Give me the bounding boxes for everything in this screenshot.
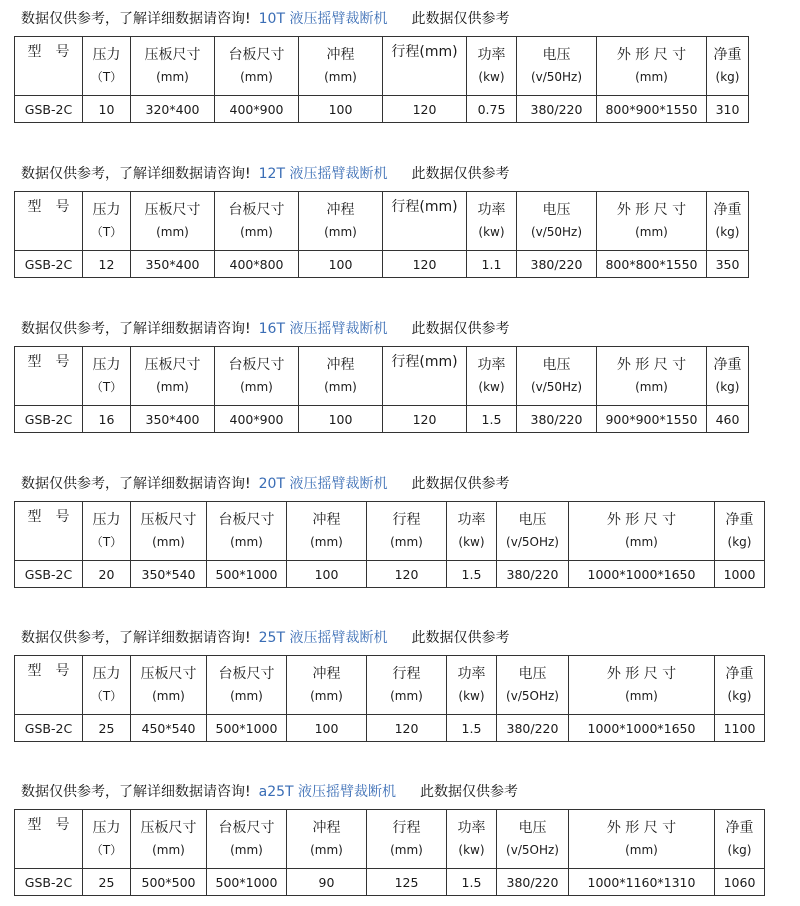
table-cell: 380/220: [517, 251, 597, 278]
table-cell: 380/220: [517, 406, 597, 433]
table-cell: 400*900: [215, 406, 299, 433]
header-unit: (kw): [458, 689, 485, 703]
caption-model: 12T 液压摇臂裁断机: [258, 166, 388, 182]
header-label: 行程: [392, 666, 421, 682]
header-cell: [131, 810, 207, 869]
header-cell: [215, 37, 299, 96]
spec-table: [14, 809, 765, 896]
header-unit: (mm): [152, 535, 185, 549]
header-label: 台板尺寸: [218, 666, 275, 682]
table-cell: 120: [367, 715, 447, 742]
table-cell: 16: [83, 406, 131, 433]
caption-model: 25T 液压摇臂裁断机: [258, 630, 388, 646]
table-cell: 350*540: [131, 561, 207, 588]
header-label: 功率: [477, 202, 506, 218]
header-label: 冲程: [312, 666, 341, 682]
header-label: 电压: [518, 512, 547, 528]
header-label: 行程(mm): [391, 44, 458, 60]
header-label: 净重: [725, 666, 754, 682]
header-label: 净重: [713, 202, 742, 218]
header-unit: (mm): [156, 225, 189, 239]
header-label: 冲程: [326, 202, 355, 218]
header-unit: (mm): [390, 843, 423, 857]
header-unit: (mm): [390, 689, 423, 703]
table-cell: 100: [299, 406, 383, 433]
header-label: 冲程: [326, 357, 355, 373]
header-cell: [597, 347, 707, 406]
header-label: 压力: [92, 47, 121, 63]
header-unit: (v/5OHz): [506, 843, 559, 857]
header-label: 净重: [713, 357, 742, 373]
table-header-row: [15, 37, 749, 96]
header-cell: [15, 502, 83, 561]
header-unit: (mm): [635, 225, 668, 239]
header-cell: [707, 192, 749, 251]
header-cell: [299, 347, 383, 406]
table-cell: 20: [83, 561, 131, 588]
header-label: 压板尺寸: [140, 666, 197, 682]
table-cell: 100: [299, 251, 383, 278]
section-caption: [21, 318, 509, 340]
table-cell: 1.1: [467, 251, 517, 278]
header-cell: [131, 347, 215, 406]
header-unit: (kw): [478, 70, 505, 84]
header-label: 电压: [518, 820, 547, 836]
table-cell: 120: [383, 96, 467, 123]
header-unit: (mm): [240, 225, 273, 239]
header-label: 压板尺寸: [140, 512, 197, 528]
table-cell: 500*1000: [207, 561, 287, 588]
table-cell: 12: [83, 251, 131, 278]
header-cell: [207, 502, 287, 561]
table-cell: 1.5: [447, 715, 497, 742]
header-cell: [207, 656, 287, 715]
header-unit: (kg): [727, 535, 752, 549]
table-cell: 380/220: [517, 96, 597, 123]
table-header-row: [15, 502, 765, 561]
header-cell: [15, 656, 83, 715]
header-unit: (mm): [230, 689, 263, 703]
header-cell: [597, 192, 707, 251]
header-label: 压力: [92, 357, 121, 373]
header-label: 压板尺寸: [140, 820, 197, 836]
table-cell: 1.5: [467, 406, 517, 433]
header-label: 行程: [392, 512, 421, 528]
table-cell: GSB-2C: [15, 96, 83, 123]
header-unit: (kg): [715, 225, 740, 239]
header-cell: [569, 502, 715, 561]
caption-suffix: 此数据仅供参考: [411, 476, 510, 492]
header-cell: [707, 347, 749, 406]
header-cell: [131, 37, 215, 96]
header-cell: [497, 810, 569, 869]
header-cell: [383, 37, 467, 96]
table-cell: 500*500: [131, 869, 207, 896]
caption-model: a25T 液压摇臂裁断机: [258, 784, 397, 800]
header-unit: (kw): [478, 380, 505, 394]
section-caption: [21, 781, 518, 803]
header-unit: (mm): [625, 535, 658, 549]
caption-prefix: 数据仅供参考，了解详细数据请咨询!: [21, 166, 251, 182]
header-cell: [15, 192, 83, 251]
header-cell: [467, 192, 517, 251]
header-cell: [597, 37, 707, 96]
caption-model: 10T 液压摇臂裁断机: [258, 11, 388, 27]
header-cell: [287, 810, 367, 869]
table-cell: 100: [287, 561, 367, 588]
header-label: 净重: [725, 820, 754, 836]
header-cell: [517, 192, 597, 251]
header-unit: (mm): [324, 70, 357, 84]
header-unit: (mm): [310, 689, 343, 703]
header-label: 行程(mm): [391, 354, 458, 370]
header-unit: (mm): [310, 843, 343, 857]
header-unit: (mm): [230, 843, 263, 857]
table-cell: 500*1000: [207, 869, 287, 896]
table-row: [15, 251, 749, 278]
table-cell: 1.5: [447, 869, 497, 896]
header-cell: [215, 192, 299, 251]
header-cell: [467, 37, 517, 96]
table-row: [15, 715, 765, 742]
caption-suffix: 此数据仅供参考: [420, 784, 519, 800]
caption-prefix: 数据仅供参考，了解详细数据请咨询!: [21, 11, 251, 27]
header-label: 功率: [477, 47, 506, 63]
section-caption: [21, 163, 509, 185]
table-cell: GSB-2C: [15, 561, 83, 588]
header-cell: [83, 656, 131, 715]
caption-suffix: 此数据仅供参考: [411, 630, 510, 646]
header-label: 型 号: [27, 817, 70, 833]
header-cell: [299, 192, 383, 251]
table-cell: 1.5: [447, 561, 497, 588]
table-cell: 380/220: [497, 561, 569, 588]
header-cell: [447, 810, 497, 869]
header-unit: (mm): [635, 70, 668, 84]
header-label: 台板尺寸: [228, 202, 285, 218]
header-cell: [715, 502, 765, 561]
header-unit: (kg): [715, 70, 740, 84]
header-label: 压力: [92, 512, 121, 528]
header-cell: [131, 656, 207, 715]
spec-table: [14, 346, 749, 433]
header-label: 型 号: [27, 44, 70, 60]
header-label: 功率: [457, 512, 486, 528]
table-cell: GSB-2C: [15, 251, 83, 278]
table-cell: 1100: [715, 715, 765, 742]
header-label: 外 形 尺 寸: [616, 47, 687, 63]
caption-suffix: 此数据仅供参考: [411, 11, 510, 27]
header-unit: (v/50Hz): [530, 225, 583, 239]
header-unit: (kw): [458, 535, 485, 549]
header-cell: [497, 502, 569, 561]
header-unit: (mm): [390, 535, 423, 549]
header-label: 行程(mm): [391, 199, 458, 215]
table-cell: 1000*1000*1650: [569, 561, 715, 588]
section-caption: [21, 473, 509, 495]
header-unit: (mm): [156, 380, 189, 394]
header-label: 压板尺寸: [144, 47, 201, 63]
table-cell: 120: [367, 561, 447, 588]
header-label: 电压: [518, 666, 547, 682]
header-unit: （T）: [90, 225, 123, 239]
header-cell: [715, 656, 765, 715]
header-cell: [707, 37, 749, 96]
header-cell: [517, 37, 597, 96]
header-cell: [207, 810, 287, 869]
header-label: 外 形 尺 寸: [616, 202, 687, 218]
table-cell: 125: [367, 869, 447, 896]
header-cell: [15, 37, 83, 96]
table-cell: 380/220: [497, 869, 569, 896]
header-cell: [383, 192, 467, 251]
table-cell: 310: [707, 96, 749, 123]
table-row: [15, 869, 765, 896]
header-unit: (mm): [156, 70, 189, 84]
header-cell: [517, 347, 597, 406]
table-row: [15, 561, 765, 588]
header-unit: (v/50Hz): [530, 70, 583, 84]
header-unit: (v/50Hz): [530, 380, 583, 394]
header-label: 功率: [457, 666, 486, 682]
header-unit: (v/5OHz): [506, 535, 559, 549]
header-label: 电压: [542, 47, 571, 63]
table-cell: 120: [383, 406, 467, 433]
header-label: 型 号: [27, 199, 70, 215]
header-label: 台板尺寸: [218, 512, 275, 528]
header-unit: (mm): [152, 843, 185, 857]
header-cell: [367, 810, 447, 869]
header-label: 压力: [92, 666, 121, 682]
header-cell: [447, 656, 497, 715]
header-cell: [131, 192, 215, 251]
header-cell: [287, 656, 367, 715]
table-cell: 1000*1000*1650: [569, 715, 715, 742]
header-label: 台板尺寸: [228, 47, 285, 63]
header-unit: (kw): [458, 843, 485, 857]
table-row: [15, 96, 749, 123]
header-unit: (mm): [310, 535, 343, 549]
header-label: 外 形 尺 寸: [606, 666, 677, 682]
spec-table: [14, 191, 749, 278]
section-caption: [21, 8, 509, 30]
header-cell: [15, 810, 83, 869]
header-cell: [131, 502, 207, 561]
caption-prefix: 数据仅供参考，了解详细数据请咨询!: [21, 630, 251, 646]
header-label: 行程: [392, 820, 421, 836]
header-label: 台板尺寸: [228, 357, 285, 373]
table-header-row: [15, 347, 749, 406]
caption-prefix: 数据仅供参考，了解详细数据请咨询!: [21, 321, 251, 337]
header-label: 功率: [457, 820, 486, 836]
header-label: 压板尺寸: [144, 202, 201, 218]
header-label: 功率: [477, 357, 506, 373]
table-header-row: [15, 656, 765, 715]
header-label: 外 形 尺 寸: [606, 820, 677, 836]
header-cell: [83, 192, 131, 251]
header-unit: (kg): [715, 380, 740, 394]
header-cell: [367, 502, 447, 561]
header-cell: [497, 656, 569, 715]
header-label: 电压: [542, 202, 571, 218]
header-unit: (mm): [625, 689, 658, 703]
header-cell: [383, 347, 467, 406]
header-unit: （T）: [90, 535, 123, 549]
header-label: 型 号: [27, 509, 70, 525]
table-cell: 350*400: [131, 251, 215, 278]
header-cell: [83, 347, 131, 406]
header-cell: [83, 810, 131, 869]
header-label: 电压: [542, 357, 571, 373]
table-cell: GSB-2C: [15, 406, 83, 433]
header-label: 压板尺寸: [144, 357, 201, 373]
header-unit: （T）: [90, 689, 123, 703]
header-label: 冲程: [326, 47, 355, 63]
table-cell: 0.75: [467, 96, 517, 123]
header-label: 型 号: [27, 663, 70, 679]
spec-table: [14, 501, 765, 588]
spec-table: [14, 36, 749, 123]
table-cell: 450*540: [131, 715, 207, 742]
header-label: 压力: [92, 820, 121, 836]
header-label: 外 形 尺 寸: [606, 512, 677, 528]
header-cell: [715, 810, 765, 869]
header-cell: [467, 347, 517, 406]
header-cell: [15, 347, 83, 406]
table-cell: 1000: [715, 561, 765, 588]
header-cell: [367, 656, 447, 715]
table-cell: 350*400: [131, 406, 215, 433]
header-cell: [569, 656, 715, 715]
header-cell: [83, 37, 131, 96]
header-unit: (mm): [240, 70, 273, 84]
header-unit: (mm): [324, 225, 357, 239]
table-cell: GSB-2C: [15, 869, 83, 896]
header-unit: (mm): [152, 689, 185, 703]
header-cell: [569, 810, 715, 869]
header-unit: (mm): [324, 380, 357, 394]
table-cell: 800*800*1550: [597, 251, 707, 278]
table-cell: 120: [383, 251, 467, 278]
table-cell: 100: [287, 715, 367, 742]
table-cell: 25: [83, 715, 131, 742]
table-cell: 800*900*1550: [597, 96, 707, 123]
header-label: 冲程: [312, 512, 341, 528]
table-cell: 400*800: [215, 251, 299, 278]
header-label: 型 号: [27, 354, 70, 370]
header-cell: [299, 37, 383, 96]
table-cell: 100: [299, 96, 383, 123]
header-label: 净重: [713, 47, 742, 63]
table-cell: 350: [707, 251, 749, 278]
header-unit: (kg): [727, 689, 752, 703]
table-cell: 10: [83, 96, 131, 123]
table-cell: 460: [707, 406, 749, 433]
header-unit: （T）: [90, 843, 123, 857]
header-unit: (mm): [240, 380, 273, 394]
table-cell: 25: [83, 869, 131, 896]
header-cell: [83, 502, 131, 561]
spec-table: [14, 655, 765, 742]
header-label: 台板尺寸: [218, 820, 275, 836]
caption-suffix: 此数据仅供参考: [411, 321, 510, 337]
section-caption: [21, 627, 509, 649]
table-row: [15, 406, 749, 433]
header-unit: (mm): [625, 843, 658, 857]
header-unit: (kg): [727, 843, 752, 857]
header-label: 净重: [725, 512, 754, 528]
table-cell: 90: [287, 869, 367, 896]
table-cell: 1060: [715, 869, 765, 896]
header-unit: (v/5OHz): [506, 689, 559, 703]
table-header-row: [15, 192, 749, 251]
header-unit: （T）: [90, 70, 123, 84]
header-label: 压力: [92, 202, 121, 218]
header-unit: (mm): [230, 535, 263, 549]
table-cell: 500*1000: [207, 715, 287, 742]
table-cell: 380/220: [497, 715, 569, 742]
header-cell: [447, 502, 497, 561]
caption-prefix: 数据仅供参考，了解详细数据请咨询!: [21, 784, 251, 800]
table-cell: 1000*1160*1310: [569, 869, 715, 896]
caption-suffix: 此数据仅供参考: [411, 166, 510, 182]
header-unit: (kw): [478, 225, 505, 239]
header-unit: （T）: [90, 380, 123, 394]
header-label: 冲程: [312, 820, 341, 836]
table-header-row: [15, 810, 765, 869]
header-cell: [215, 347, 299, 406]
header-unit: (mm): [635, 380, 668, 394]
caption-model: 16T 液压摇臂裁断机: [258, 321, 388, 337]
table-cell: 320*400: [131, 96, 215, 123]
header-cell: [287, 502, 367, 561]
header-label: 外 形 尺 寸: [616, 357, 687, 373]
table-cell: 400*900: [215, 96, 299, 123]
table-cell: 900*900*1550: [597, 406, 707, 433]
table-cell: GSB-2C: [15, 715, 83, 742]
caption-prefix: 数据仅供参考，了解详细数据请咨询!: [21, 476, 251, 492]
caption-model: 20T 液压摇臂裁断机: [258, 476, 388, 492]
